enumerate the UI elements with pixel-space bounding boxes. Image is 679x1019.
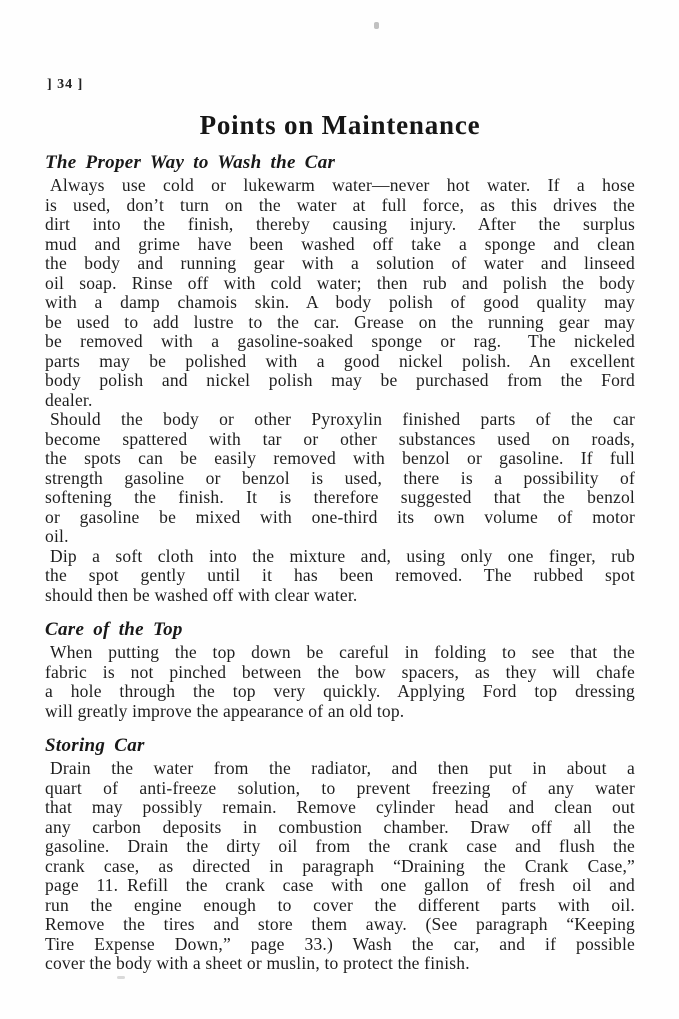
text-line: oil soap. Rinse off with cold water; then rub and polish the body [45,272,635,293]
section [45,619,635,721]
text-line: mud and grime have been washed off take a sponge and clean [45,233,635,254]
text-line: gasoline. Drain the dirty oil from the crank case and flush the [45,836,635,856]
text-line: body polish and nickel polish may be purchased from the Ford [45,370,635,390]
text-line: dirt into the finish, thereby causing injury. After the surplus [45,214,635,234]
text-line: When putting the top down be careful in folding to see that the [50,642,635,662]
text-line: fabric is not pinched between the bow spacers, as they will chafe [45,661,635,682]
text-line: Drain the water from the radiator, and then put in about a [50,758,635,778]
text-line: Tire Expense Down,” page 33.) Wash the car, and if possible [45,933,635,954]
paragraph [45,643,635,721]
paragraph [45,759,635,974]
text-line: the spot gently until it has been removed. The rubbed spot [45,565,635,585]
page-number: ] 34 ] [47,77,84,92]
section [45,735,635,974]
text-line: a hole through the top very quickly. Applying Ford top dressing [45,681,635,701]
scan-speck [117,976,125,979]
text-line: be used to add lustre to the car. Grease on the running gear may [45,311,635,332]
text-line: should then be washed off with clear water. [45,584,358,605]
text-line: quart of anti-freeze solution, to prevent freezing of any water [45,777,635,798]
section-heading: Storing Car [45,735,145,756]
text-line: Dip a soft cloth into the mixture and, using only one finger, rub [50,545,635,566]
text-line: Should the body or other Pyroxylin finished parts of the car [50,409,635,429]
paragraph [45,410,635,547]
text-line: softening the finish. It is therefore suggested that the benzol [45,487,635,507]
text-line: page 11. Refill the crank case with one gallon of fresh oil and [45,875,635,895]
text-line: any carbon deposits in combustion chamber. Draw off all the [45,816,635,837]
text-line: cover the body with a sheet or muslin, to protect the finish. [45,953,470,973]
text-line: oil. [45,526,69,546]
text-line: run the engine enough to cover the different parts with oil. [45,894,635,915]
text-line: parts may be polished with a good nickel polish. An excellent [45,350,635,371]
text-line: crank case, as directed in paragraph “Draining the Crank Case,” [45,855,635,876]
text-line: that may possibly remain. Remove cylinder head and clean out [45,797,635,817]
section-heading: The Proper Way to Wash the Car [45,152,336,173]
section [45,152,635,605]
scan-speck [374,22,379,29]
text-line: Remove the tires and store them away. (See paragraph “Keeping [45,914,635,934]
text-line: the body and running gear with a solution of water and linseed [45,253,635,273]
text-line: is used, don’t turn on the water at full force, as this drives the [45,194,635,215]
sections-container [45,152,635,974]
text-line: dealer. [45,389,93,410]
text-line: with a damp chamois skin. A body polish of good quality may [45,292,635,312]
paragraph [45,176,635,410]
text-line: will greatly improve the appearance of an old top. [45,700,405,721]
text-line: or gasoline be mixed with one-third its own volume of motor [45,506,635,527]
section-heading: Care of the Top [45,619,183,640]
text-line: strength gasoline or benzol is used, there is a possibility of [45,467,635,488]
text-line: the spots can be easily removed with benzol or gasoline. If full [45,448,635,468]
text-line: become spattered with tar or other substances used on roads, [45,428,635,449]
page-title: Points on Maintenance [199,110,481,140]
text-line: Always use cold or lukewarm water—never hot water. If a hose [50,175,635,195]
text-line: be removed with a gasoline-soaked sponge or rag. The nickeled [45,331,635,351]
paragraph [45,547,635,606]
